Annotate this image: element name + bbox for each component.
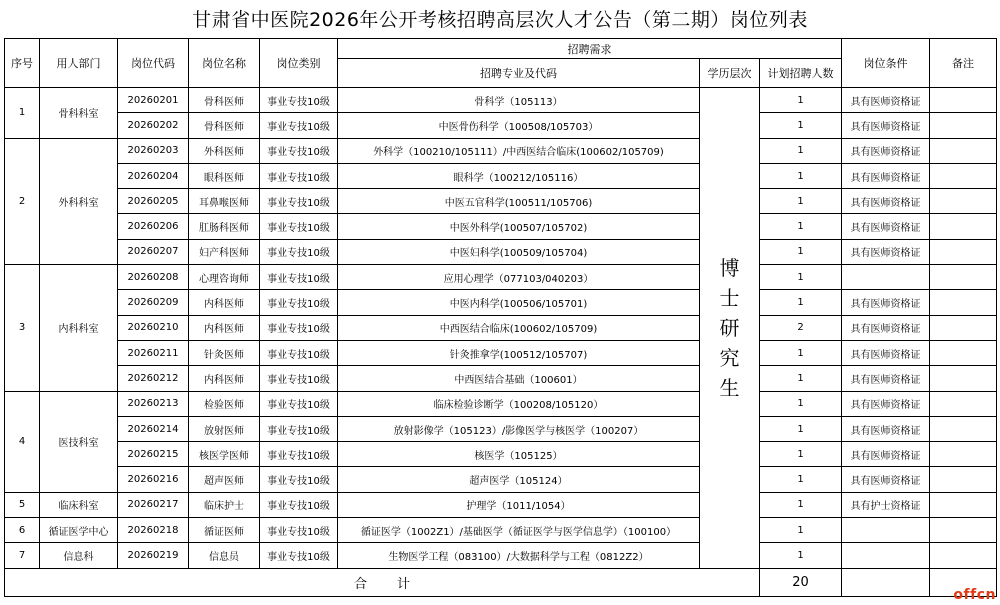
count-cell: 1 xyxy=(760,366,842,391)
remark-cell xyxy=(930,189,997,214)
name-cell: 超声医师 xyxy=(189,467,260,492)
dept-cell: 循证医学中心 xyxy=(40,518,118,543)
code-cell: 20260207 xyxy=(118,239,189,264)
code-cell: 20260216 xyxy=(118,467,189,492)
major-cell: 应用心理学（077103/040203） xyxy=(338,265,700,290)
remark-cell xyxy=(930,88,997,113)
remark-cell xyxy=(930,138,997,163)
condition-cell: 具有医师资格证 xyxy=(842,442,930,467)
dept-cell: 信息科 xyxy=(40,543,118,568)
count-cell: 1 xyxy=(760,340,842,365)
name-cell: 内科医师 xyxy=(189,366,260,391)
table-row xyxy=(5,416,997,441)
condition-cell: 具有医师资格证 xyxy=(842,239,930,264)
count-cell: 1 xyxy=(760,138,842,163)
table-row xyxy=(5,518,997,543)
education-char: 士 xyxy=(719,285,740,310)
condition-cell xyxy=(842,518,930,543)
name-cell: 信息员 xyxy=(189,543,260,568)
condition-cell: 具有护士资格证 xyxy=(842,492,930,517)
seq-cell: 4 xyxy=(5,391,40,492)
code-cell: 20260204 xyxy=(118,163,189,188)
major-cell: 中医外科学(100507/105702) xyxy=(338,214,700,239)
name-cell: 放射医师 xyxy=(189,416,260,441)
header-major: 招聘专业及代码 xyxy=(338,59,700,88)
remark-cell xyxy=(930,265,997,290)
table-row xyxy=(5,340,997,365)
count-cell: 1 xyxy=(760,88,842,113)
condition-cell: 具有医师资格证 xyxy=(842,138,930,163)
major-cell: 临床检验诊断学（100208/105120） xyxy=(338,391,700,416)
code-cell: 20260205 xyxy=(118,189,189,214)
category-cell: 事业专技10级 xyxy=(260,543,338,568)
remark-cell xyxy=(930,416,997,441)
major-cell: 中医内科学(100506/105701) xyxy=(338,290,700,315)
education-char: 博 xyxy=(719,255,740,280)
table-row xyxy=(5,163,997,188)
name-cell: 针灸医师 xyxy=(189,340,260,365)
code-cell: 20260208 xyxy=(118,265,189,290)
code-cell: 20260206 xyxy=(118,214,189,239)
code-cell: 20260217 xyxy=(118,492,189,517)
table-row xyxy=(5,492,997,517)
total-label: 合计 xyxy=(5,568,760,596)
condition-cell: 具有医师资格证 xyxy=(842,189,930,214)
count-cell: 1 xyxy=(760,543,842,568)
code-cell: 20260201 xyxy=(118,88,189,113)
code-cell: 20260215 xyxy=(118,442,189,467)
category-cell: 事业专技10级 xyxy=(260,290,338,315)
name-cell: 骨科医师 xyxy=(189,88,260,113)
category-cell: 事业专技10级 xyxy=(260,189,338,214)
code-cell: 20260212 xyxy=(118,366,189,391)
count-cell: 1 xyxy=(760,189,842,214)
major-cell: 中医妇科学(100509/105704) xyxy=(338,239,700,264)
condition-cell: 具有医师资格证 xyxy=(842,113,930,138)
dept-cell: 内科科室 xyxy=(40,265,118,391)
major-cell: 核医学（105125） xyxy=(338,442,700,467)
count-cell: 1 xyxy=(760,290,842,315)
dept-cell: 外科科室 xyxy=(40,138,118,264)
remark-cell xyxy=(930,442,997,467)
remark-cell xyxy=(930,467,997,492)
category-cell: 事业专技10级 xyxy=(260,315,338,340)
seq-cell: 1 xyxy=(5,88,40,139)
category-cell: 事业专技10级 xyxy=(260,214,338,239)
category-cell: 事业专技10级 xyxy=(260,391,338,416)
header-remarks: 备注 xyxy=(930,39,997,88)
code-cell: 20260211 xyxy=(118,340,189,365)
name-cell: 临床护士 xyxy=(189,492,260,517)
name-cell: 肛肠科医师 xyxy=(189,214,260,239)
code-cell: 20260219 xyxy=(118,543,189,568)
major-cell: 超声医学（105124） xyxy=(338,467,700,492)
code-cell: 20260210 xyxy=(118,315,189,340)
condition-cell: 具有医师资格证 xyxy=(842,214,930,239)
condition-cell: 具有医师资格证 xyxy=(842,290,930,315)
total-condition-cell xyxy=(842,568,930,596)
seq-cell: 5 xyxy=(5,492,40,517)
major-cell: 中医骨伤科学（100508/105703） xyxy=(338,113,700,138)
watermark-logo: offcn xyxy=(953,587,996,603)
condition-cell: 具有医师资格证 xyxy=(842,366,930,391)
name-cell: 核医学医师 xyxy=(189,442,260,467)
condition-cell xyxy=(842,543,930,568)
remark-cell xyxy=(930,543,997,568)
count-cell: 1 xyxy=(760,442,842,467)
count-cell: 2 xyxy=(760,315,842,340)
table-row xyxy=(5,265,997,290)
education-char: 研 xyxy=(719,315,740,340)
education-char: 究 xyxy=(719,345,740,370)
name-cell: 内科医师 xyxy=(189,315,260,340)
count-cell: 1 xyxy=(760,518,842,543)
condition-cell: 具有医师资格证 xyxy=(842,391,930,416)
total-count: 20 xyxy=(760,568,842,596)
dept-cell: 临床科室 xyxy=(40,492,118,517)
remark-cell xyxy=(930,163,997,188)
table-row xyxy=(5,315,997,340)
code-cell: 20260202 xyxy=(118,113,189,138)
header-seq: 序号 xyxy=(5,39,40,88)
name-cell: 耳鼻喉医师 xyxy=(189,189,260,214)
category-cell: 事业专技10级 xyxy=(260,467,338,492)
remark-cell xyxy=(930,366,997,391)
education-cell xyxy=(700,88,760,569)
table-row xyxy=(5,442,997,467)
major-cell: 中西医结合基础（100601） xyxy=(338,366,700,391)
dept-cell: 骨科科室 xyxy=(40,88,118,139)
seq-cell: 6 xyxy=(5,518,40,543)
table-row xyxy=(5,138,997,163)
header-code: 岗位代码 xyxy=(118,39,189,88)
category-cell: 事业专技10级 xyxy=(260,88,338,113)
table-row xyxy=(5,214,997,239)
seq-cell: 2 xyxy=(5,138,40,264)
seq-cell: 3 xyxy=(5,265,40,391)
major-cell: 外科学（100210/105111）/中西医结合临床(100602/105709) xyxy=(338,138,700,163)
table-row xyxy=(5,239,997,264)
code-cell: 20260213 xyxy=(118,391,189,416)
remark-cell xyxy=(930,492,997,517)
major-cell: 生物医学工程（083100）/大数据科学与工程（0812Z2） xyxy=(338,543,700,568)
header-requirements: 招聘需求 xyxy=(338,39,842,59)
condition-cell: 具有医师资格证 xyxy=(842,163,930,188)
name-cell: 骨科医师 xyxy=(189,113,260,138)
table-row xyxy=(5,391,997,416)
major-cell: 眼科学（100212/105116） xyxy=(338,163,700,188)
count-cell: 1 xyxy=(760,113,842,138)
condition-cell: 具有医师资格证 xyxy=(842,315,930,340)
table-row xyxy=(5,467,997,492)
category-cell: 事业专技10级 xyxy=(260,416,338,441)
count-cell: 1 xyxy=(760,391,842,416)
condition-cell: 具有医师资格证 xyxy=(842,340,930,365)
name-cell: 内科医师 xyxy=(189,290,260,315)
page-title: 甘肃省中医院2026年公开考核招聘高层次人才公告（第二期）岗位列表 xyxy=(192,9,808,31)
name-cell: 妇产科医师 xyxy=(189,239,260,264)
major-cell: 骨科学（105113） xyxy=(338,88,700,113)
major-cell: 护理学（1011/1054） xyxy=(338,492,700,517)
category-cell: 事业专技10级 xyxy=(260,340,338,365)
condition-cell: 具有医师资格证 xyxy=(842,467,930,492)
category-cell: 事业专技10级 xyxy=(260,163,338,188)
major-cell: 中医五官科学(100511/105706) xyxy=(338,189,700,214)
major-cell: 放射影像学（105123）/影像医学与核医学（100207） xyxy=(338,416,700,441)
code-cell: 20260209 xyxy=(118,290,189,315)
count-cell: 1 xyxy=(760,265,842,290)
category-cell: 事业专技10级 xyxy=(260,442,338,467)
category-cell: 事业专技10级 xyxy=(260,265,338,290)
major-cell: 循证医学（1002Z1）/基础医学（循证医学与医学信息学）（100100） xyxy=(338,518,700,543)
table-row xyxy=(5,290,997,315)
header-dept: 用人部门 xyxy=(40,39,118,88)
name-cell: 心理咨询师 xyxy=(189,265,260,290)
major-cell: 中西医结合临床(100602/105709) xyxy=(338,315,700,340)
name-cell: 循证医师 xyxy=(189,518,260,543)
header-conditions: 岗位条件 xyxy=(842,39,930,88)
category-cell: 事业专技10级 xyxy=(260,366,338,391)
total-row xyxy=(5,568,997,596)
table-row xyxy=(5,88,997,113)
header-education: 学历层次 xyxy=(700,59,760,88)
name-cell: 检验医师 xyxy=(189,391,260,416)
positions-table xyxy=(4,38,997,597)
condition-cell: 具有医师资格证 xyxy=(842,88,930,113)
remark-cell xyxy=(930,239,997,264)
seq-cell: 7 xyxy=(5,543,40,568)
table-body xyxy=(5,88,997,569)
major-cell: 针灸推拿学(100512/105707) xyxy=(338,340,700,365)
count-cell: 1 xyxy=(760,163,842,188)
condition-cell xyxy=(842,265,930,290)
code-cell: 20260203 xyxy=(118,138,189,163)
remark-cell xyxy=(930,290,997,315)
category-cell: 事业专技10级 xyxy=(260,518,338,543)
name-cell: 眼科医师 xyxy=(189,163,260,188)
remark-cell xyxy=(930,113,997,138)
education-char: 生 xyxy=(719,375,740,400)
count-cell: 1 xyxy=(760,239,842,264)
remark-cell xyxy=(930,214,997,239)
count-cell: 1 xyxy=(760,214,842,239)
category-cell: 事业专技10级 xyxy=(260,113,338,138)
remark-cell xyxy=(930,340,997,365)
remark-cell xyxy=(930,315,997,340)
code-cell: 20260218 xyxy=(118,518,189,543)
table-row xyxy=(5,543,997,568)
header-category: 岗位类别 xyxy=(260,39,338,88)
table-row xyxy=(5,189,997,214)
category-cell: 事业专技10级 xyxy=(260,492,338,517)
header-name: 岗位名称 xyxy=(189,39,260,88)
count-cell: 1 xyxy=(760,492,842,517)
count-cell: 1 xyxy=(760,416,842,441)
header-count: 计划招聘人数 xyxy=(760,59,842,88)
table-row xyxy=(5,366,997,391)
condition-cell: 具有医师资格证 xyxy=(842,416,930,441)
remark-cell xyxy=(930,518,997,543)
code-cell: 20260214 xyxy=(118,416,189,441)
category-cell: 事业专技10级 xyxy=(260,239,338,264)
remark-cell xyxy=(930,391,997,416)
dept-cell: 医技科室 xyxy=(40,391,118,492)
category-cell: 事业专技10级 xyxy=(260,138,338,163)
name-cell: 外科医师 xyxy=(189,138,260,163)
table-row xyxy=(5,113,997,138)
count-cell: 1 xyxy=(760,467,842,492)
